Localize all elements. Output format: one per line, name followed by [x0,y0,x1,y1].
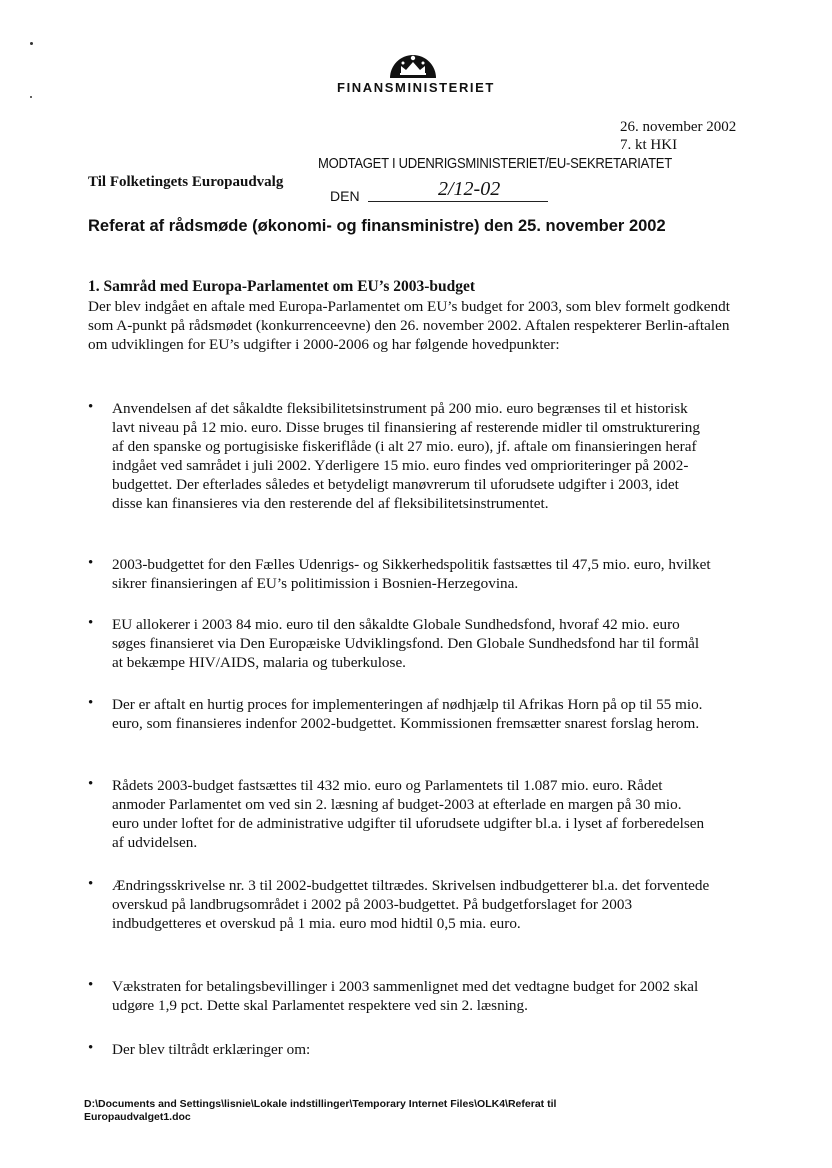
section-intro: Der blev indgået en aftale med Europa-Parlamentet om EU’s budget for 2003, som blev formelt godkendt som A-punkt på rådsmødet (konkurrenceevne) den 26. november 2002. Aftalen respekterer Berlin-aftalen om udviklingen for EU’s udgifter i 2000-2006 og har følgende hovedpunkter: [88,298,730,353]
received-stamp-den-label: DEN [330,188,360,204]
recipient: Til Folketingets Europaudvalg [88,174,284,190]
bullet-icon: • [88,977,94,993]
bullet-icon: • [88,876,94,892]
list-item-text: Der blev tiltrådt erklæringer om: [112,1041,311,1058]
list-item-text: Der er aftalt en hurtig proces for implementeringen af nødhjælp til Afrikas Horn på op til 55 mio. euro, som finansieres indenfor 2002-budgettet. Kommissionen fremsætter snarest forslag herom. [112,696,703,732]
reference-code: 7. kt HKI [620,137,678,153]
scan-speck [30,42,33,45]
list-item-text: Rådets 2003-budget fastsættes til 432 mio. euro og Parlamentets til 1.087 mio. euro. Rådet anmoder Parlamentet om ved sin 2. læsning af budget-2003 at efterlade en margen på 30 mio. euro under loftet for de administrative udgifter til uforudsete udgifter bl.a. i lyset af forberedelsen af udvidelsen. [112,777,705,851]
document-date: 26. november 2002 [620,119,737,135]
received-stamp-handwritten-date: 2/12-02 [438,178,501,200]
ministry-name: FINANSMINISTERIET [337,80,495,95]
list-item-text: 2003-budgettet for den Fælles Udenrigs- og Sikkerhedspolitik fastsættes til 47,5 mio. euro, hvilket sikrer finansieringen af EU’s politimission i Bosnien-Herzegovina. [112,556,711,592]
list-item-text: EU allokerer i 2003 84 mio. euro til den såkaldte Globale Sundhedsfond, hvoraf 42 mio. euro søges finansieret via Den Europæiske Udviklingsfond. Den Globale Sundhedsfond har til formål at bekæmpe HIV/AIDS, malaria og tuberkulose. [112,616,700,671]
list-item-text: Ændringsskrivelse nr. 3 til 2002-budgettet tiltrædes. Skrivelsen indbudgetterer bl.a. det forventede overskud på landbrugsområdet i 2002 på 2003-budgettet. På budgetforslaget for 2003 indbudgetteres et overskud på 1 mia. euro mod hidtil 0,5 mia. euro. [112,877,710,932]
document-title: Referat af rådsmøde (økonomi- og finansministre) den 25. november 2002 [88,217,666,235]
bullet-icon: • [88,1040,94,1056]
list-item-text: Anvendelsen af det såkaldte fleksibilitetsinstrument på 200 mio. euro begrænses til et historisk lavt niveau på 12 mio. euro. Disse bruges til finansiering af resterende midler til omstrukturering af den spanske og portugisiske fiskeriflåde (i alt 27 mio. euro), jf. aftale om finansieringen heraf indgået ved samrådet i juli 2002. Yderligere 15 mio. euro findes ved omprioriteringer på 2002-budgettet. Der efterlades således et betydeligt manøvrerum til uforudsete udgifter i 2003, idet disse kan finansieres via den resterende del af fleksibilitetsinstrumentet. [112,400,700,512]
crown-icon [388,44,438,78]
received-stamp-line [368,201,548,202]
bullet-icon: • [88,555,94,571]
bullet-icon: • [88,399,94,415]
file-path-footer: D:\Documents and Settings\lisnie\Lokale indstillinger\Temporary Internet Files\OLK4\Referat til Europaudvalget1.doc [84,1098,557,1123]
section-heading: 1. Samråd med Europa-Parlamentet om EU’s 2003-budget [88,278,476,295]
bullet-icon: • [88,615,94,631]
scan-speck [30,96,32,98]
bullet-icon: • [88,695,94,711]
received-stamp-heading: MODTAGET I UDENRIGSMINISTERIET/EU-SEKRETARIATET [318,156,672,172]
list-item-text: Vækstraten for betalingsbevillinger i 2003 sammenlignet med det vedtagne budget for 2002 skal udgøre 1,9 pct. Dette skal Parlamentet respektere ved sin 2. læsning. [112,978,699,1014]
bullet-icon: • [88,776,94,792]
